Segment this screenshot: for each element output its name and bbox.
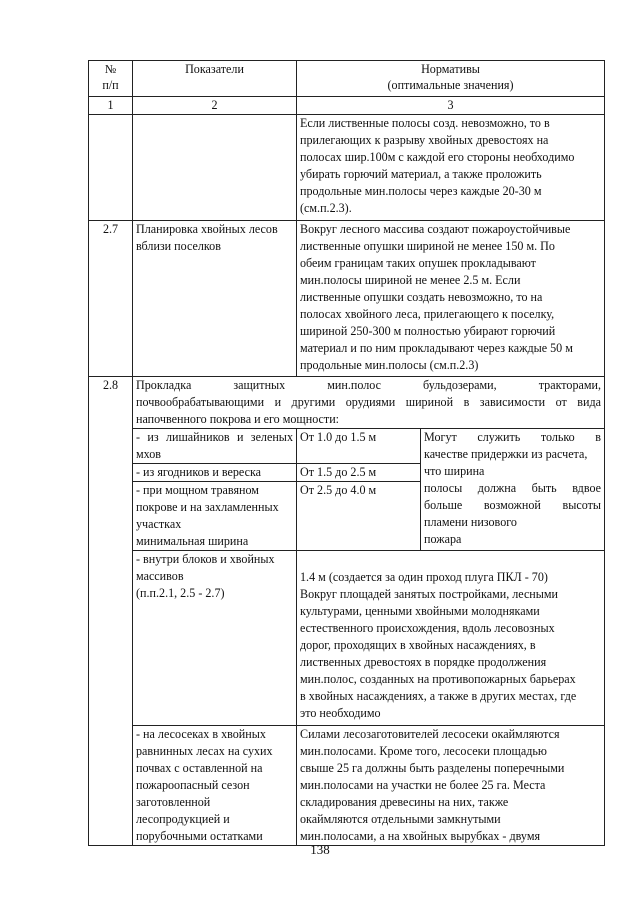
text-line: Вокруг площадей занятых постройками, лесными [300,587,559,601]
text-line: пожара [424,532,462,546]
text-line: лиственных древостоях в порядке продолжения [300,655,547,669]
text-line: Силами лесозаготовителей лесосеки окаймляются [300,727,560,741]
cont-ind-cell [133,115,297,221]
text-line: естественного происхождения, вдоль лесовозных [300,621,555,635]
text-line: полосах хвойного леса, прилегающего к поселку, [300,307,555,321]
row-2-8 [89,377,605,429]
text-line: участках [136,517,182,531]
text-line: обеим границам таких опушек прокладывают [300,256,536,270]
text-line: почвах с оставленной на [136,761,263,775]
header-num-line2: п/п [102,78,119,92]
page-number: 138 [310,842,330,857]
text-line: лесопродукцией и [136,812,230,826]
sub1-indicator [133,429,297,464]
text-line: это необходимо [300,706,381,720]
text-line: шириной 250-300 м полностью убирают горючий [300,324,556,338]
text-line: Прокладка защитных мин.полос бульдозерами, тракторами, [136,378,602,392]
row-2-8-sub1 [89,429,605,464]
text-line: - внутри блоков и хвойных [136,552,275,566]
row-2-8-heading [133,377,605,429]
text-line: мхов [136,447,161,461]
text-line: полосах шир.100м с каждой его стороны необходимо [300,150,575,164]
text-line: Если лиственные полосы созд. невозможно, то в [300,116,550,130]
text-line: напочвенного покрова и его мощности: [136,412,340,426]
text-line: дорог, проходящих в хвойных насаждениях, в [300,638,536,652]
text-line: в хвойных насаждениях, а также в других местах, где [300,689,577,703]
text-line: равнинных лесах на сухих [136,744,273,758]
text-line: пожароопасный сезон [136,778,250,792]
width-note-cell [421,429,605,551]
text-line: мин.полосы шириной не менее 2.5 м. Если [300,273,521,287]
text-line: что ширина [424,464,485,478]
text-line: массивов [136,569,184,583]
text-line: (п.п.2.1, 2.5 - 2.7) [136,586,225,600]
row-2-7-indicator [133,221,297,377]
text-line: Могут служить только в [424,430,602,444]
text-line: - при мощном травяном [136,483,259,497]
text-line: полосы должна быть вдвое [424,481,602,495]
text-line: Планировка хвойных лесов [136,222,278,236]
text-line: убирать горючий материал, а также проложить [300,167,542,181]
text-line: пламени низового [424,515,517,529]
text-line: мин.полосами на участки не более 25 га. Места [300,778,546,792]
row-2-8-num: 2.8 [89,377,133,846]
cont-norm-cell [297,115,605,221]
sub5-norm [297,726,605,846]
col-number-2: 2 [133,97,297,115]
row-2-8-sub4 [89,551,605,726]
text-line: больше возможной высоты [424,498,602,512]
text-line: культурами, ценными хвойными молодняками [300,604,540,618]
col-number-3: 3 [297,97,605,115]
text-line: продольные мин.полосы (см.п.2.3) [300,358,479,372]
cont-num-cell [89,115,133,221]
norms-table [88,60,605,846]
text-line: покрове и на захламленных [136,500,279,514]
text-line: - из лишайников и зеленых [136,430,293,444]
text-line: окаймляются отдельными замкнутыми [300,812,501,826]
text-line: складирования древесины на них, также [300,795,509,809]
text-line: мин.полосами, а на хвойных вырубках - двумя [300,829,541,843]
header-norms-line1: Нормативы [421,62,480,76]
text-line: 1.4 м (создается за один проход плуга ПКЛ - 70) [300,570,548,584]
col-number-1: 1 [89,97,133,115]
text-line: порубочными остатками [136,829,263,843]
text-line: свыше 25 га должны быть разделены поперечными [300,761,565,775]
text-line: Вокруг лесного массива создают пожароустойчивые [300,222,571,236]
text-line: (см.п.2.3). [300,201,352,215]
row-2-7-num: 2.7 [89,221,133,377]
header-indicators-cell: Показатели [133,61,297,97]
text-line: мин.полосами. Кроме того, лесосеки площадью [300,744,547,758]
text-line: продольные мин.полосы через каждые 20-30 м [300,184,542,198]
text-line: материал и по ним прокладывают через каждые 50 м [300,341,573,355]
sub1-value: От 1.0 до 1.5 м [297,429,421,464]
text-line: прилегающих к разрыву хвойных древостоях на [300,133,549,147]
header-norms-line2: (оптимальные значения) [387,78,514,92]
text-line: минимальная ширина [136,534,249,548]
text-line: качестве придержки из расчета, [424,447,588,461]
header-num-line1: № [104,62,117,76]
text-line: мин.полос, созданных на противопожарных барьерах [300,672,576,686]
row-2-8-sub5 [89,726,605,846]
continuation-row [89,115,605,221]
text-line: лиственные опушки создать невозможно, то на [300,290,543,304]
sub3-value: От 2.5 до 4.0 м [297,482,421,551]
header-norms-cell [297,61,605,97]
text-line: - на лесосеках в хвойных [136,727,266,741]
sub5-indicator [133,726,297,846]
sub2-value: От 1.5 до 2.5 м [297,464,421,482]
column-numbers-row [89,97,605,115]
sub4-norm [297,551,605,726]
text-line: лиственные опушки шириной не менее 150 м. По [300,239,555,253]
sub4-indicator [133,551,297,726]
sub2-indicator: - из ягодников и вереска [133,464,297,482]
row-2-7-norm [297,221,605,377]
row-2-7 [89,221,605,377]
sub3-indicator [133,482,297,551]
text-line: заготовленной [136,795,211,809]
text-line: почвообрабатывающими и другими орудиями шириной в зависимости от вида [136,395,602,409]
text-line: вблизи поселков [136,239,221,253]
table-header-row [89,61,605,97]
header-num-cell [89,61,133,97]
